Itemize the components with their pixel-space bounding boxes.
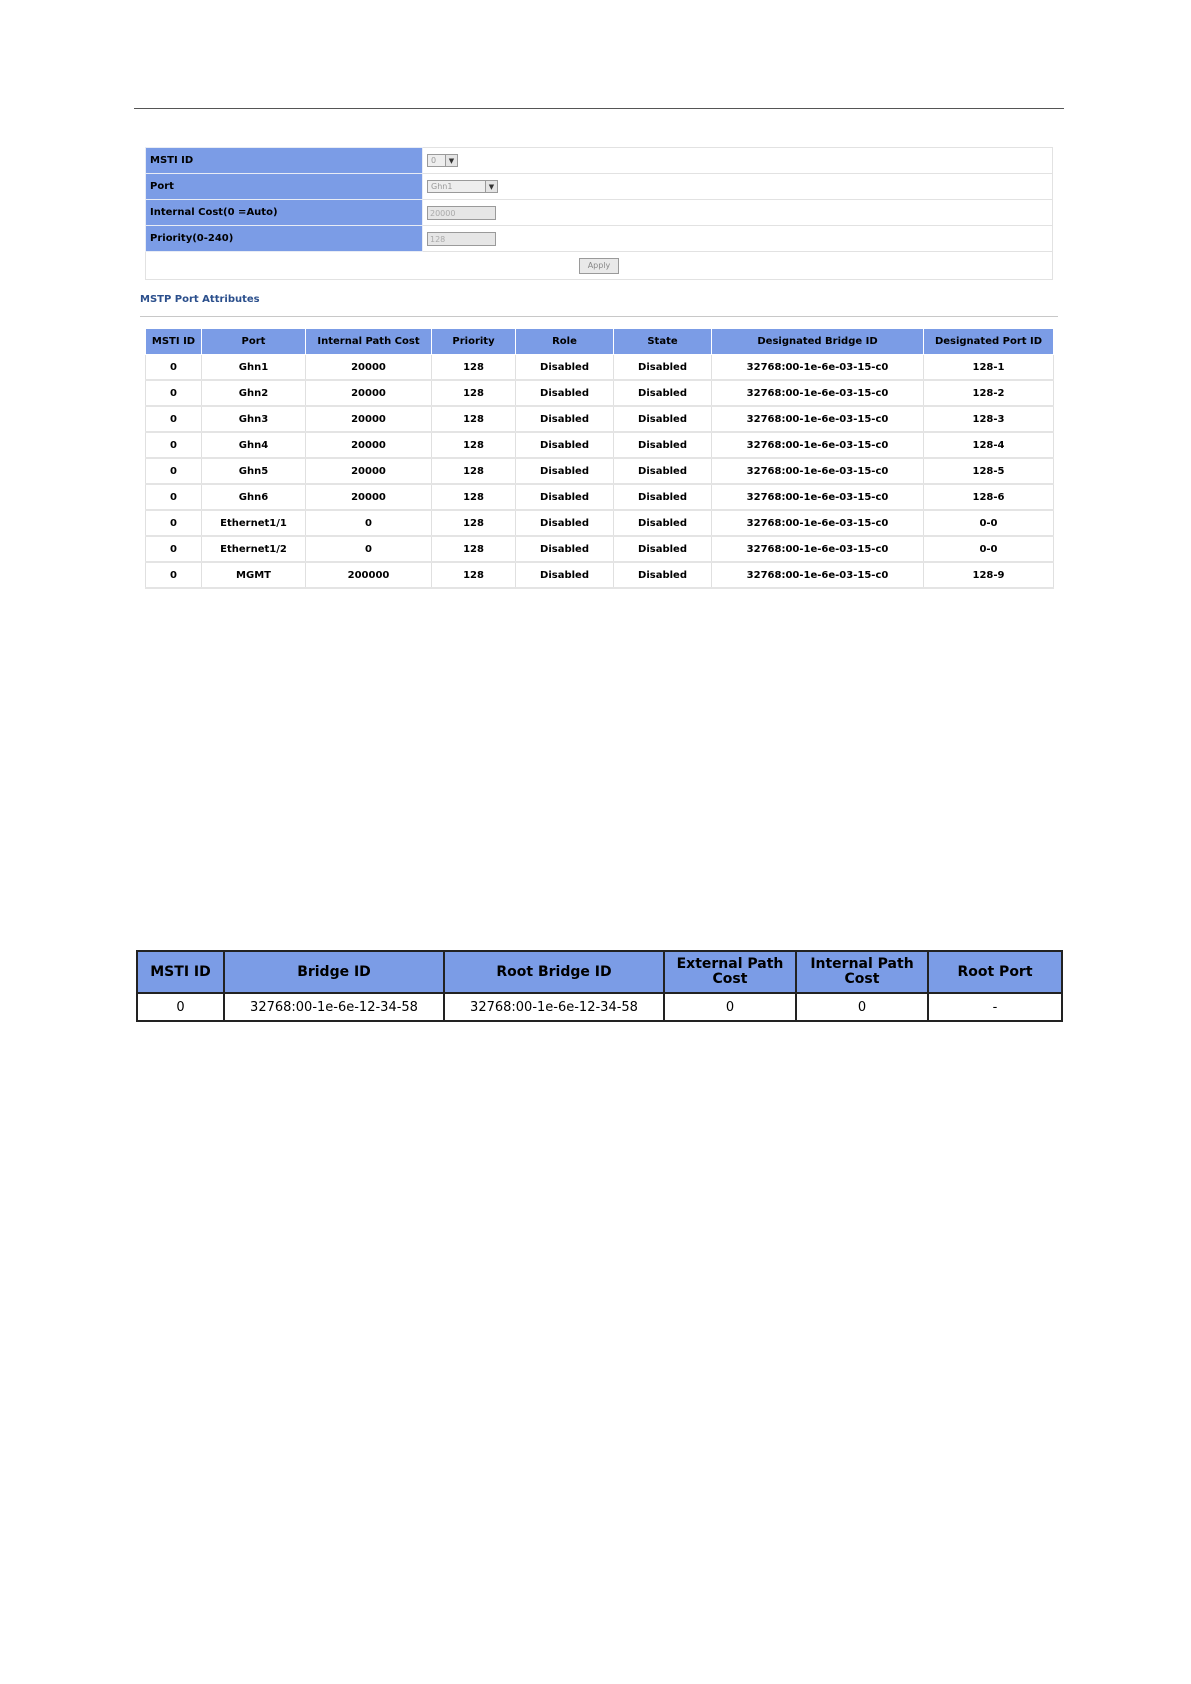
port-select[interactable]: Ghn1 ▼ [427, 180, 498, 193]
cell-internal-path-cost: 0 [306, 536, 432, 562]
summary-col-bridge-id: Bridge ID [224, 951, 444, 993]
table-row [146, 406, 1054, 432]
cell-port: Ghn4 [202, 432, 306, 458]
attr-col-msti-id: MSTI ID [146, 329, 202, 355]
cell-designated-port-id: 128-3 [924, 406, 1054, 432]
cell-msti-id: 0 [146, 458, 202, 484]
cell-internal-path-cost: 20000 [306, 406, 432, 432]
cell-designated-port-id: 128-5 [924, 458, 1054, 484]
table-row [146, 484, 1054, 510]
cell-port: Ethernet1/2 [202, 536, 306, 562]
cell-state: Disabled [614, 380, 712, 406]
cell-state: Disabled [614, 510, 712, 536]
cell-port: Ghn1 [202, 355, 306, 381]
section-divider [140, 316, 1058, 317]
summary-col-root-bridge-id: Root Bridge ID [444, 951, 664, 993]
table-row [146, 458, 1054, 484]
cell-role: Disabled [516, 458, 614, 484]
cell-port: Ghn2 [202, 380, 306, 406]
cell-designated-bridge-id: 32768:00-1e-6e-03-15-c0 [712, 406, 924, 432]
form-row-msti-id [146, 148, 1053, 174]
summary-col-internal-path-cost: Internal Path Cost [796, 951, 928, 993]
cell-internal-path-cost: 200000 [306, 562, 432, 588]
cell-state: Disabled [614, 484, 712, 510]
summary-col-external-path-cost: External Path Cost [664, 951, 796, 993]
cell-priority: 128 [432, 355, 516, 381]
table-row [146, 562, 1054, 588]
form-row-port [146, 174, 1053, 200]
cell-designated-port-id: 128-2 [924, 380, 1054, 406]
cell-designated-port-id: 128-1 [924, 355, 1054, 381]
cell-internal-path-cost: 0 [796, 993, 928, 1021]
cell-designated-port-id: 128-4 [924, 432, 1054, 458]
apply-button[interactable]: Apply [579, 258, 619, 274]
table-row [146, 355, 1054, 381]
port-label: Port [146, 174, 423, 200]
cell-role: Disabled [516, 536, 614, 562]
cell-state: Disabled [614, 458, 712, 484]
cell-priority: 128 [432, 562, 516, 588]
cell-msti-id: 0 [146, 562, 202, 588]
cell-internal-path-cost: 0 [306, 510, 432, 536]
cell-msti-id: 0 [146, 536, 202, 562]
cell-port: Ghn3 [202, 406, 306, 432]
cell-designated-port-id: 128-6 [924, 484, 1054, 510]
cell-state: Disabled [614, 355, 712, 381]
form-row-priority [146, 226, 1053, 252]
attr-col-designated-bridge-id: Designated Bridge ID [712, 329, 924, 355]
chevron-down-icon: ▼ [485, 181, 497, 192]
msti-summary-table [136, 950, 1063, 1022]
cell-port: Ghn5 [202, 458, 306, 484]
cell-msti-id: 0 [146, 510, 202, 536]
cell-bridge-id: 32768:00-1e-6e-12-34-58 [224, 993, 444, 1021]
mstp-port-attributes-table [145, 328, 1054, 589]
cell-port: MGMT [202, 562, 306, 588]
attr-col-internal-path-cost: Internal Path Cost [306, 329, 432, 355]
table-row [146, 510, 1054, 536]
cell-internal-path-cost: 20000 [306, 484, 432, 510]
cell-msti-id: 0 [146, 432, 202, 458]
cell-designated-port-id: 0-0 [924, 536, 1054, 562]
cell-designated-bridge-id: 32768:00-1e-6e-03-15-c0 [712, 484, 924, 510]
attr-col-role: Role [516, 329, 614, 355]
cell-root-port: - [928, 993, 1062, 1021]
attr-col-state: State [614, 329, 712, 355]
table-row [137, 993, 1062, 1021]
cell-msti-id: 0 [146, 380, 202, 406]
table-header-row [146, 329, 1054, 355]
cell-role: Disabled [516, 484, 614, 510]
cell-internal-path-cost: 20000 [306, 458, 432, 484]
attr-col-port: Port [202, 329, 306, 355]
attr-col-designated-port-id: Designated Port ID [924, 329, 1054, 355]
cell-root-bridge-id: 32768:00-1e-6e-12-34-58 [444, 993, 664, 1021]
cell-designated-bridge-id: 32768:00-1e-6e-03-15-c0 [712, 536, 924, 562]
cell-state: Disabled [614, 536, 712, 562]
cell-designated-port-id: 128-9 [924, 562, 1054, 588]
table-header-row [137, 951, 1062, 993]
cell-msti-id: 0 [146, 355, 202, 381]
cell-port: Ethernet1/1 [202, 510, 306, 536]
table-row [146, 380, 1054, 406]
cell-priority: 128 [432, 432, 516, 458]
table-row [146, 432, 1054, 458]
msti-id-label: MSTI ID [146, 148, 423, 174]
cell-msti-id: 0 [146, 484, 202, 510]
priority-label: Priority(0-240) [146, 226, 423, 252]
page-top-rule [134, 108, 1064, 109]
attr-col-priority: Priority [432, 329, 516, 355]
cell-designated-bridge-id: 32768:00-1e-6e-03-15-c0 [712, 562, 924, 588]
cell-role: Disabled [516, 432, 614, 458]
cell-priority: 128 [432, 380, 516, 406]
cell-designated-bridge-id: 32768:00-1e-6e-03-15-c0 [712, 380, 924, 406]
cell-internal-path-cost: 20000 [306, 432, 432, 458]
table-row [146, 536, 1054, 562]
summary-col-root-port: Root Port [928, 951, 1062, 993]
priority-input[interactable]: 128 [427, 232, 496, 246]
cell-role: Disabled [516, 406, 614, 432]
section-title: MSTP Port Attributes [140, 294, 260, 305]
cell-designated-bridge-id: 32768:00-1e-6e-03-15-c0 [712, 432, 924, 458]
cell-state: Disabled [614, 432, 712, 458]
cell-msti-id: 0 [137, 993, 224, 1021]
internal-cost-input[interactable]: 20000 [427, 206, 496, 220]
cell-internal-path-cost: 20000 [306, 380, 432, 406]
msti-id-select[interactable]: 0 ▼ [427, 154, 458, 167]
cell-role: Disabled [516, 510, 614, 536]
cell-designated-bridge-id: 32768:00-1e-6e-03-15-c0 [712, 458, 924, 484]
cell-role: Disabled [516, 562, 614, 588]
cell-designated-bridge-id: 32768:00-1e-6e-03-15-c0 [712, 510, 924, 536]
form-row-apply [146, 252, 1053, 280]
cell-designated-bridge-id: 32768:00-1e-6e-03-15-c0 [712, 355, 924, 381]
cell-msti-id: 0 [146, 406, 202, 432]
cell-priority: 128 [432, 406, 516, 432]
form-row-internal-cost [146, 200, 1053, 226]
cell-priority: 128 [432, 510, 516, 536]
cell-designated-port-id: 0-0 [924, 510, 1054, 536]
chevron-down-icon: ▼ [445, 155, 457, 166]
cell-state: Disabled [614, 562, 712, 588]
cell-priority: 128 [432, 536, 516, 562]
cell-role: Disabled [516, 355, 614, 381]
summary-col-msti-id: MSTI ID [137, 951, 224, 993]
cell-port: Ghn6 [202, 484, 306, 510]
internal-cost-label: Internal Cost(0 =Auto) [146, 200, 423, 226]
port-config-form [145, 147, 1053, 280]
cell-priority: 128 [432, 458, 516, 484]
cell-priority: 128 [432, 484, 516, 510]
cell-role: Disabled [516, 380, 614, 406]
cell-external-path-cost: 0 [664, 993, 796, 1021]
cell-state: Disabled [614, 406, 712, 432]
cell-internal-path-cost: 20000 [306, 355, 432, 381]
